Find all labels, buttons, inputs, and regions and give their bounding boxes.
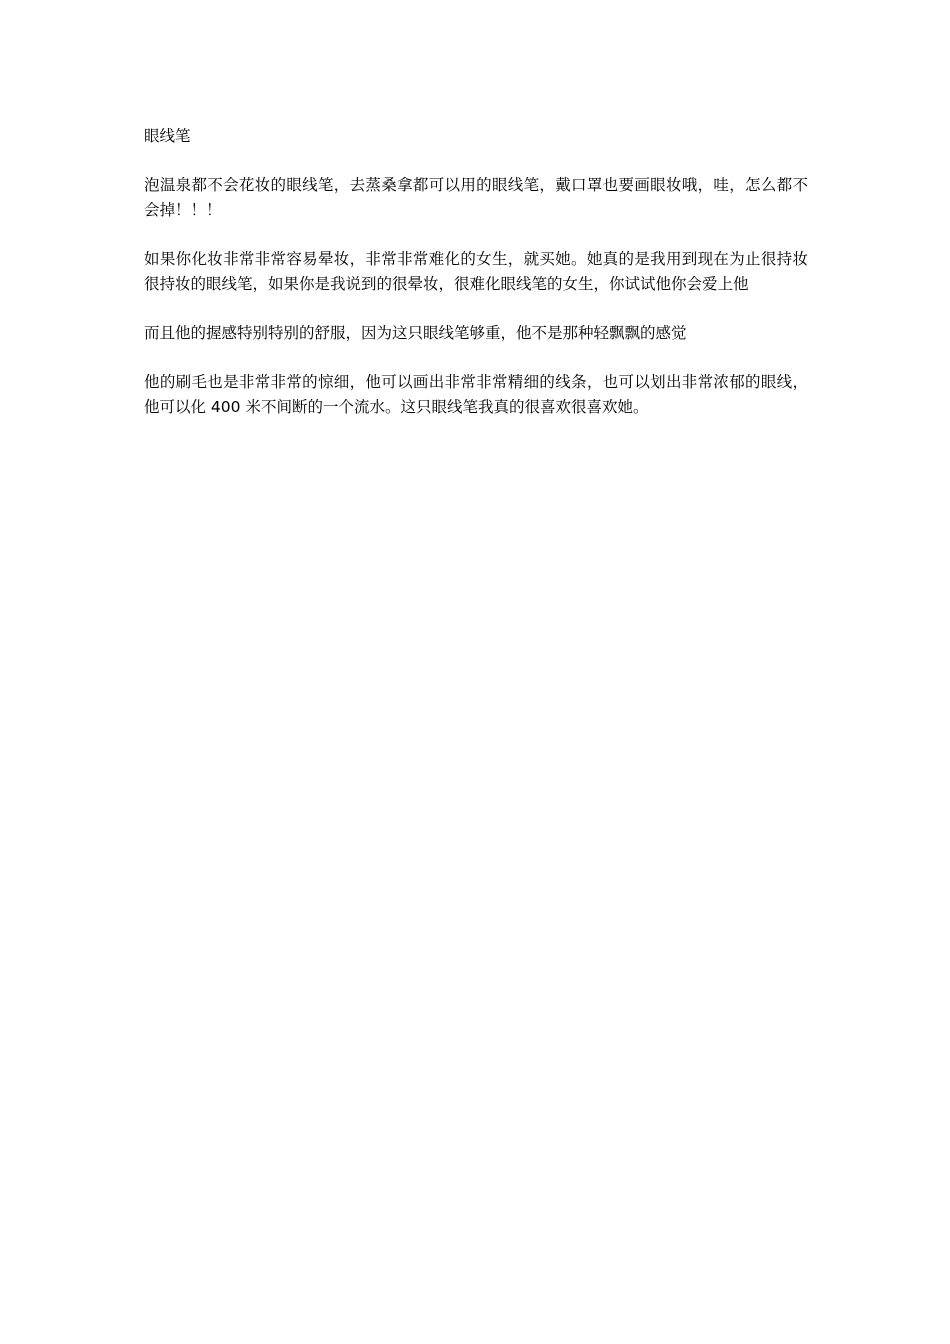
paragraph-brush-tip: 他的刷毛也是非常非常的惊细，他可以画出非常非常精细的线条，也可以划出非常浓郁的眼线，他可以化 400 米不间断的一个流水。这只眼线笔我真的很喜欢很喜欢她。 [144, 373, 808, 416]
document-title: 眼线笔 [144, 127, 191, 145]
paragraph-hot-spring: 泡温泉都不会花妆的眼线笔，去蒸桑拿都可以用的眼线笔，戴口罩也要画眼妆哦，哇，怎么都不会掉！！！ [144, 176, 808, 219]
paragraph-long-lasting: 如果你化妆非常非常容易晕妆，非常非常难化的女生，就买她。她真的是我用到现在为止很持妆很持妆的眼线笔，如果你是我说到的很晕妆，很难化眼线笔的女生，你试试他你会爱上他 [144, 250, 808, 293]
paragraph-grip: 而且他的握感特别特别的舒服，因为这只眼线笔够重，他不是那种轻飘飘的感觉 [144, 324, 687, 342]
document-body [144, 124, 808, 444]
